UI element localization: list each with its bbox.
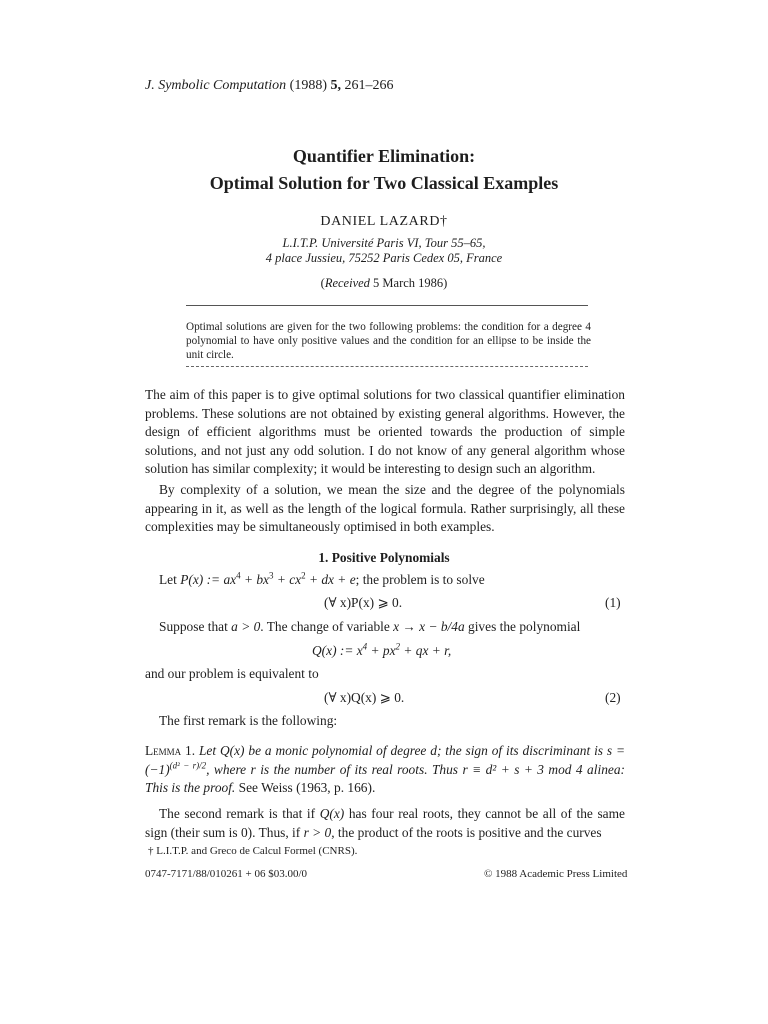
paper-title-line-1: Quantifier Elimination:: [292, 146, 476, 166]
exp-2: 2: [301, 570, 306, 581]
suppose-text-b: . The change of variable: [260, 619, 394, 634]
lemma-citation: See Weiss (1963, p. 166).: [235, 780, 376, 796]
eq-q-part-a: Q(x) := x: [312, 643, 363, 658]
journal-volume: 5,: [330, 78, 341, 93]
suppose-text-a: Suppose that: [159, 619, 232, 634]
let-tail: ; the problem is to solve: [355, 572, 485, 587]
received-date: [0, 276, 768, 291]
equivalent-line: and our problem is equivalent to: [145, 666, 319, 681]
received-label: Received: [324, 276, 370, 290]
suppose-condition: a > 0: [231, 619, 261, 634]
remark2-text-b: has four real roots, they cannot be all of the same sign (their sum is 0). Thus, if: [145, 806, 625, 840]
article-code: 0747-7171/88/010261 + 06 $03.00/0: [145, 868, 308, 880]
let-b: + bx: [240, 572, 269, 587]
abstract-bottom-rule: [186, 366, 588, 367]
suppose-variable: x → x − b/4a: [393, 619, 465, 634]
suppose-line: [159, 619, 580, 635]
polynomial-definition-line: [159, 572, 485, 588]
equation-1: (∀ x)P(x) ⩾ 0.: [324, 595, 403, 610]
lemma-1: [145, 742, 625, 798]
equation-1-number: (1): [605, 595, 621, 610]
exp-3: 3: [268, 570, 274, 581]
second-remark-paragraph: [145, 805, 625, 842]
let-p: P: [180, 572, 189, 587]
let-c: + cx: [273, 572, 302, 587]
remark2-text-c: , the product of the roots is positive and the curves: [331, 824, 602, 840]
lemma-number: 1.: [181, 743, 199, 758]
footnote: † L.I.T.P. and Greco de Calcul Formel (CNRS).: [148, 845, 358, 857]
lemma-exponent: (d² − r)/2: [169, 760, 207, 771]
author-name: DANIEL LAZARD†: [320, 214, 448, 229]
eq-q-exp-2: 2: [395, 641, 401, 652]
equation-2-number: (2): [605, 690, 621, 705]
remark2-text-a: The second remark is that if: [159, 806, 320, 821]
journal-name: J. Symbolic Computation: [145, 78, 287, 93]
affiliation-line-2: 4 place Jussieu, 75252 Paris Cedex 05, France: [265, 251, 503, 265]
lemma-text-b: , where r is the number of its real roots. Thus r ≡ d² + s + 3 mod 4 alinea: This is the proof.: [145, 761, 625, 796]
received-open: (: [320, 276, 325, 290]
let-text: Let: [159, 572, 181, 587]
first-remark-line: The first remark is the following:: [159, 713, 338, 728]
journal-pages: 261–266: [344, 78, 394, 93]
lemma-label: Lemma: [145, 743, 182, 758]
lemma-text-a: Let Q(x) be a monic polynomial of degree d; the sign of its discriminant is s = (−1): [145, 743, 625, 777]
remark2-r: r > 0: [303, 824, 332, 840]
section-heading: 1. Positive Polynomials: [318, 550, 450, 565]
remark2-q: Q(x): [319, 806, 345, 821]
affiliation-line-1: L.I.T.P. Université Paris VI, Tour 55–65,: [282, 236, 486, 250]
equation-2: (∀ x)Q(x) ⩾ 0.: [324, 690, 405, 705]
body-paragraph-2: By complexity of a solution, we mean the size and the degree of the polynomials appearing in it, as well as the length of the logical formula. Rather surprisingly, all these complexities may be simultaneously optimised in both examples.: [145, 482, 625, 535]
body-paragraph-1: The aim of this paper is to give optimal solutions for two classical quantifier elimination problems. These solutions are not obtained by existing general algorithms. However, the design of efficient algorithms must be oriented towards the production of simple solutions, and not just any odd solution. I do not know of any general algorithm whose solution has similar complexity; it would be interesting to design such an algorithm.: [145, 387, 625, 477]
journal-year: (1988): [289, 78, 327, 93]
copyright-notice: © 1988 Academic Press Limited: [484, 868, 628, 880]
abstract-text: Optimal solutions are given for the two following problems: the condition for a degree 4 polynomial to have only positive values and the condition for an ellipse to be inside the unit circle.: [186, 321, 591, 361]
journal-citation: [145, 78, 393, 94]
received-value: 5 March 1986): [369, 276, 448, 290]
exp-4: 4: [236, 570, 241, 581]
equation-q-definition: [312, 643, 451, 659]
abstract-top-rule: [186, 305, 588, 306]
let-def: (x) := ax: [188, 572, 237, 587]
eq-q-part-c: + qx + r,: [400, 643, 452, 658]
suppose-text-c: gives the polynomial: [464, 619, 581, 634]
let-rest: + dx + e: [305, 572, 356, 587]
eq-q-part-b: + px: [367, 643, 396, 658]
paper-title-line-2: Optimal Solution for Two Classical Examples: [209, 173, 559, 193]
eq-q-exp-4: 4: [362, 641, 368, 652]
